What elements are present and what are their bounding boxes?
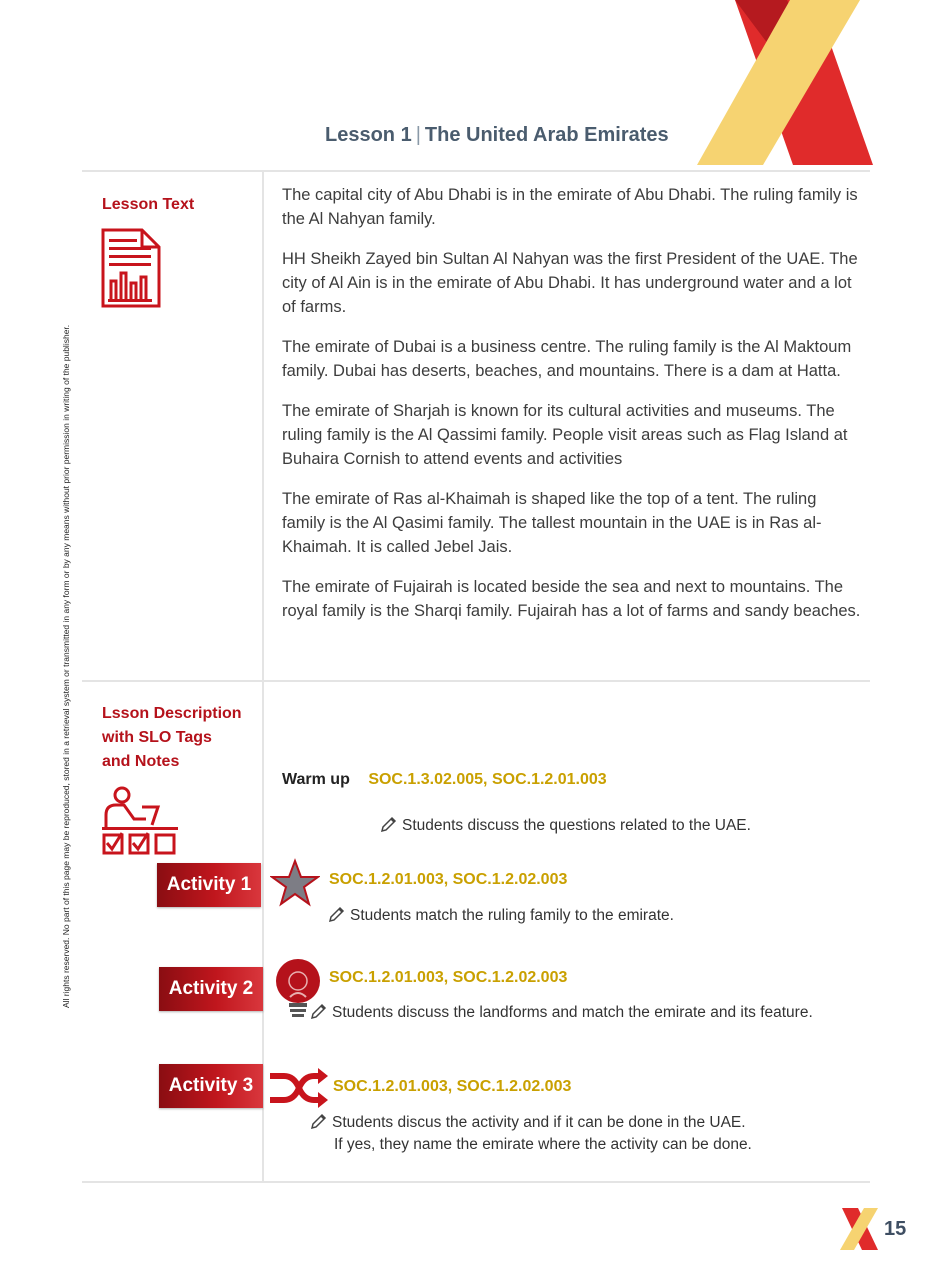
activity-2-badge: Activity 2	[159, 967, 263, 1011]
activity-2-note: Students discuss the landforms and match the emirate and its feature.	[310, 1002, 813, 1024]
lesson-text-body	[282, 183, 862, 639]
table-top-border	[82, 170, 870, 172]
pencil-icon	[380, 815, 398, 833]
lesson-paragraph: The emirate of Fujairah is located beside the sea and next to mountains. The royal family is the Sharqi family. Fujairah has a lot of farms and sandy beaches.	[282, 578, 861, 620]
page-number: 15	[884, 1218, 907, 1240]
activity-1-slo-tags: SOC.1.2.01.003, SOC.1.2.02.003	[329, 871, 568, 888]
warm-up-label: Warm up	[282, 771, 350, 788]
pencil-icon	[310, 1112, 328, 1130]
lesson-title: Lesson 1 | The United Arab Emirates	[325, 124, 669, 146]
document-chart-icon	[100, 227, 162, 309]
pencil-icon	[310, 1002, 328, 1020]
description-label: Lsson Description with SLO Tags and Notes	[102, 705, 242, 770]
star-icon	[270, 858, 320, 908]
table-bottom-border	[82, 1181, 870, 1183]
activity-3-badge: Activity 3	[159, 1064, 263, 1108]
warm-up-note: Students discuss the questions related to the UAE.	[380, 815, 751, 837]
shuffle-arrows-icon	[268, 1066, 330, 1110]
lesson-text-label: Lesson Text	[102, 196, 195, 213]
warm-up-slo-tags: SOC.1.3.02.005, SOC.1.2.01.003	[368, 771, 607, 788]
header-decoration	[695, 0, 875, 170]
pencil-icon	[328, 905, 346, 923]
activity-2-slo-tags: SOC.1.2.01.003, SOC.1.2.02.003	[329, 969, 568, 986]
teacher-checklist-icon	[100, 785, 184, 857]
lesson-paragraph: The emirate of Sharjah is known for its cultural activities and museums. The ruling family is the Al Qassimi family. People visit areas such as Flag Island at Buhaira Cornish to attend events and activities	[282, 402, 848, 468]
activity-3-slo-tags: SOC.1.2.01.003, SOC.1.2.02.003	[333, 1078, 572, 1095]
activity-1-note: Students match the ruling family to the emirate.	[328, 905, 674, 927]
table-middle-border	[82, 680, 870, 682]
lesson-paragraph: The emirate of Dubai is a business centre. The ruling family is the Al Maktoum family. Dubai has deserts, beaches, and mountains. There is a dam at Hatta.	[282, 338, 852, 380]
footer-logo	[838, 1206, 880, 1252]
warm-up-row	[282, 771, 607, 789]
activity-3-note: Students discus the activity and if it can be done in the UAE. If yes, they name the emirate where the activity can be done.	[310, 1112, 752, 1156]
lesson-paragraph: HH Sheikh Zayed bin Sultan Al Nahyan was the first President of the UAE. The city of Al Ain is in the emirate of Abu Dhabi. It has underground water and a lot of farms.	[282, 250, 858, 316]
activity-1-badge: Activity 1	[157, 863, 261, 907]
lesson-paragraph: The emirate of Ras al-Khaimah is shaped like the top of a tent. The ruling family is the Al Qasimi family. The tallest mountain in the UAE is in Ras al-Khaimah. It is called Jebel Jais.	[282, 490, 822, 556]
lesson-paragraph: The capital city of Abu Dhabi is in the emirate of Abu Dhabi. The ruling family is the Al Nahyan family.	[282, 186, 858, 228]
table-column-divider	[262, 170, 264, 1183]
